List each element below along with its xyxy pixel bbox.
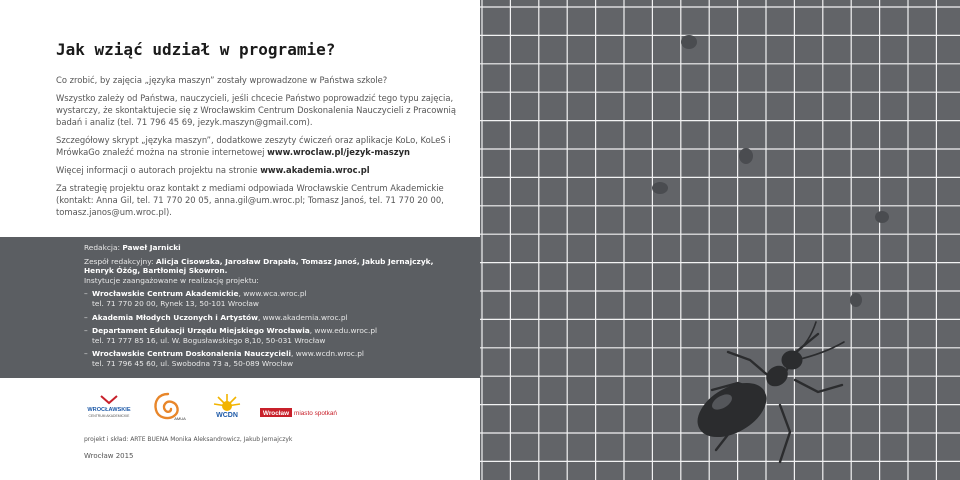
script-link[interactable]: www.wroclaw.pl/jezyk-maszyn xyxy=(267,147,411,157)
team-label: Zespół redakcyjny: xyxy=(84,256,156,266)
grid-image xyxy=(480,0,960,480)
ant-grid-illustration xyxy=(480,0,960,480)
wca-logo-title: WROCŁAWSKIE xyxy=(87,407,131,413)
paragraph-contact: Wszystko zależy od Państwa, nauczycieli, jeśli chcecie Państwo poprowadzić tego typu zajęcia, wystarczy, że skontaktujecie się z Wrocławskim Centrum Doskonalenia Nauczycieli z Pracownią badań i analiz (tel. 71 796 45 69, jezyk.maszyn@gmail.com). xyxy=(56,93,457,127)
body-text xyxy=(56,74,466,224)
paragraph-question: Co zrobić, by zajęcia „języka maszyn” zostały wprowadzone w Państwa szkole? xyxy=(56,75,388,85)
wroclaw-logo-text: Wrocław xyxy=(262,409,290,417)
partner-logos xyxy=(80,390,380,426)
miasto-logo-text: miasto spotkań xyxy=(294,409,337,417)
design-credit: projekt i skład: ARTE BUENA Monika Aleksandrowicz, Jakub Jernajczyk xyxy=(84,436,293,443)
script-text: Szczegółowy skrypt „języka maszyn”, dodatkowe zeszyty ćwiczeń oraz aplikacje KoLo, KoLeS i MrówkaGo znaleźć można na stronie internetowej xyxy=(56,135,451,157)
wroclaw-miasto-logo xyxy=(260,408,342,417)
credits-block xyxy=(84,243,464,369)
wcdn-logo xyxy=(202,392,252,422)
institutions-label: Instytucje zaangażowane w realizację projektu: xyxy=(84,275,259,285)
institution-item: – Akademia Młodych Uczonych i Artystów, www.akademia.wroc.pl xyxy=(84,312,348,322)
amja-logo-text: AMUA xyxy=(174,416,186,421)
authors-link[interactable]: www.akademia.wroc.pl xyxy=(260,165,370,175)
wca-logo xyxy=(84,394,134,420)
institution-item: – Wrocławskie Centrum Akademickie, www.wca.wroc.pl xyxy=(84,289,307,299)
team-row xyxy=(84,257,464,267)
team-names-1: Alicja Cisowska, Jarosław Drapała, Tomasz Janoś, Jakub Jernajczyk, xyxy=(155,256,434,266)
institution-address: tel. 71 796 45 60, ul. Swobodna 73 a, 50-089 Wrocław xyxy=(92,358,294,368)
team-row-2 xyxy=(84,266,464,276)
editor-label: Redakcja: xyxy=(84,243,123,252)
institution-item: – Departament Edukacji Urzędu Miejskiego Wrocławia, www.edu.wroc.pl xyxy=(84,326,378,336)
editor-row xyxy=(84,243,464,253)
institution-address: tel. 71 770 20 00, Rynek 13, 50-101 Wrocław xyxy=(92,298,259,308)
institution-address: tel. 71 777 85 16, ul. W. Bogusławskiego 8,10, 50-031 Wrocław xyxy=(92,335,326,345)
team-names-2: Henryk Óżóg, Bartłomiej Skowron. xyxy=(84,266,228,276)
paragraph-strategy: Za strategię projektu oraz kontakt z mediami odpowiada Wrocławskie Centrum Akademickie (kontakt: Anna Gil, tel. 71 770 20 05, anna.gil@um.wroc.pl; Tomasz Janoś, tel. 71 770 20 00, tomasz.janos@um.wroc.pl). xyxy=(56,183,444,217)
editor-name: Paweł Jarnicki xyxy=(122,243,181,252)
page-heading: Jak wziąć udział w programie? xyxy=(56,40,336,59)
wca-logo-subtitle: CENTRUM AKADEMICKIE xyxy=(88,414,130,418)
paragraph-authors xyxy=(56,164,466,176)
city-year: Wrocław 2015 xyxy=(84,452,134,460)
amja-logo xyxy=(150,390,186,424)
authors-text: Więcej informacji o autorach projektu na stronie xyxy=(56,165,261,175)
wcdn-logo-text: WCDN xyxy=(216,412,238,419)
institution-item: – Wrocławskie Centrum Doskonalenia Nauczycieli, www.wcdn.wroc.pl xyxy=(84,349,364,359)
paragraph-script xyxy=(56,134,466,158)
